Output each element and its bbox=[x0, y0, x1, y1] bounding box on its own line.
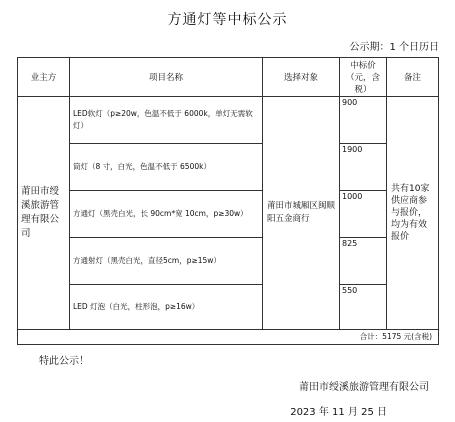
header-selected: 选择对象 bbox=[263, 58, 340, 97]
price-cell: 550 bbox=[340, 284, 387, 329]
award-table bbox=[17, 57, 439, 345]
table-header-row bbox=[18, 58, 439, 97]
note-cell: 共有10家供应商参与报价，均为有效报价 bbox=[387, 96, 439, 329]
total-amount: 合计：5175 元(含税) bbox=[18, 329, 439, 344]
price-cell: 825 bbox=[340, 237, 387, 284]
company-signature: 莆田市绶溪旅游管理有限公司 bbox=[299, 382, 429, 393]
item-name: LED 灯泡（白光，柱形泡，p≥16w） bbox=[70, 284, 263, 329]
table-row bbox=[18, 284, 439, 329]
item-name: 筒灯（8 寸，白光，色温不低于 6500k） bbox=[70, 143, 263, 190]
total-row bbox=[18, 329, 439, 344]
issue-date: 2023 年 11 月 25 日 bbox=[290, 407, 387, 418]
selected-vendor: 莆田市城厢区闽顺阳五金商行 bbox=[263, 96, 340, 329]
price-cell: 900 bbox=[340, 96, 387, 143]
owner-cell: 莆田市绶溪旅游管理有限公司 bbox=[18, 96, 70, 329]
header-owner: 业主方 bbox=[18, 58, 70, 97]
table-row bbox=[18, 237, 439, 284]
price-cell: 1900 bbox=[340, 143, 387, 190]
header-price: 中标价（元，含税） bbox=[340, 58, 387, 97]
item-name: 方通灯（黑壳白光，长 90cm*宽 10cm，p≥30w） bbox=[70, 190, 263, 237]
table-row bbox=[18, 190, 439, 237]
item-name: LED软灯（p≥20w，色温不低于 6000k，单灯无需软灯） bbox=[70, 96, 263, 143]
header-item: 项目名称 bbox=[70, 58, 263, 97]
table-row bbox=[18, 143, 439, 190]
notice-text: 特此公示！ bbox=[39, 356, 89, 367]
price-cell: 1000 bbox=[340, 190, 387, 237]
item-name: 方通射灯（黑壳白光，直径5cm，p≥15w） bbox=[70, 237, 263, 284]
notice-period: 公示期：1 个日历日 bbox=[349, 42, 439, 53]
header-note: 备注 bbox=[387, 58, 439, 97]
table-row bbox=[18, 96, 439, 143]
page-title: 方通灯等中标公示 bbox=[167, 12, 288, 28]
